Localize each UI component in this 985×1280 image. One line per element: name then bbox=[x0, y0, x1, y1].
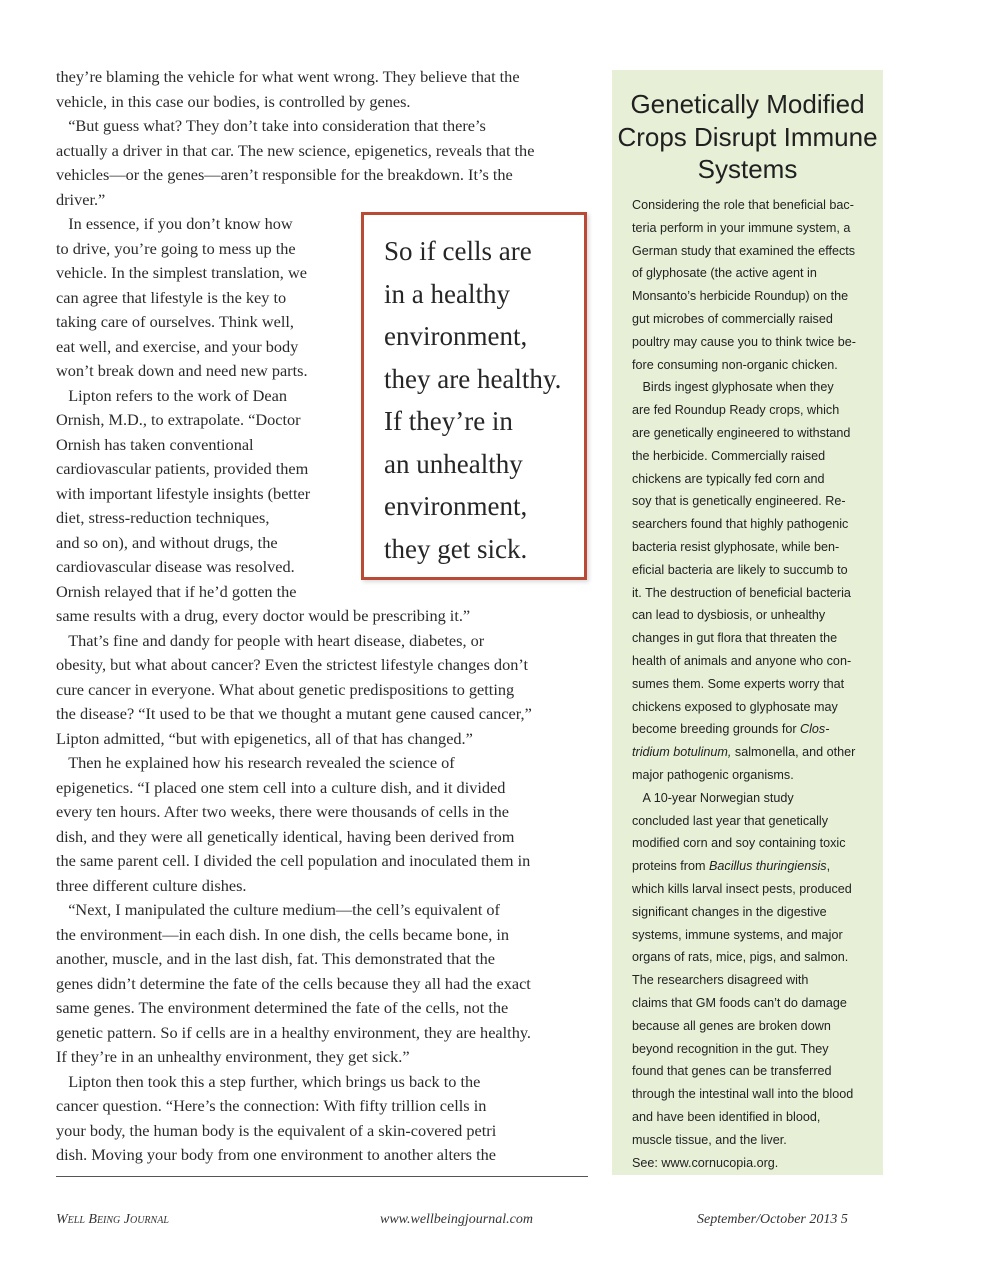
sidebar-text-line: are genetically engineered to withstand bbox=[632, 426, 851, 440]
pull-quote-line: So if cells are bbox=[384, 236, 532, 266]
body-text-line: and so on), and without drugs, the bbox=[56, 532, 278, 552]
sidebar-text-line: beyond recognition in the gut. They bbox=[632, 1041, 829, 1056]
sidebar-text-line: become breeding grounds for Clos- bbox=[632, 722, 830, 737]
body-text-line: cancer question. “Here’s the connection: With fifty trillion cells in bbox=[56, 1096, 487, 1115]
sidebar-title: Genetically Modified Crops Disrupt Immune Systems bbox=[617, 89, 878, 184]
sidebar-text-line: found that genes can be transferred bbox=[632, 1064, 832, 1079]
body-text-line: another, muscle, and in the last dish, fat. This demonstrated that the bbox=[56, 949, 495, 968]
pull-quote bbox=[361, 212, 587, 580]
body-text-line: Ornish relayed that if he’d gotten the bbox=[56, 581, 297, 601]
body-text-line: cardiovascular disease was resolved. bbox=[56, 557, 295, 576]
body-text-line: every ten hours. After two weeks, there were thousands of cells in the bbox=[56, 802, 510, 821]
sidebar-text-line: German study that examined the effects bbox=[632, 243, 856, 258]
body-text-line: can agree that lifestyle is the key to bbox=[56, 287, 287, 307]
sidebar-text-line: systems, immune systems, and major bbox=[632, 927, 843, 942]
body-text-line: cure cancer in everyone. What about genetic predispositions to getting bbox=[56, 679, 515, 699]
body-text-line: vehicle, in this case our bodies, is controlled by genes. bbox=[56, 91, 411, 111]
sidebar-text-line: See: www.cornucopia.org. bbox=[632, 1155, 779, 1170]
body-text-line: obesity, but what about cancer? Even the strictest lifestyle changes don’t bbox=[56, 655, 529, 674]
sidebar-text-line: which kills larval insect pests, produced bbox=[632, 882, 852, 896]
sidebar-text-line: it. The destruction of beneficial bacteria bbox=[632, 585, 851, 600]
body-text-line: genetic pattern. So if cells are in a healthy environment, they are healthy. bbox=[56, 1022, 531, 1042]
sidebar-text-line: soy that is genetically engineered. Re- bbox=[632, 494, 846, 509]
body-text-line: vehicles—or the genes—aren’t responsible for the breakdown. It’s the bbox=[56, 165, 513, 184]
pull-quote-line: they get sick. bbox=[384, 533, 528, 564]
sidebar bbox=[612, 70, 883, 1175]
pull-quote-line: in a healthy bbox=[384, 278, 510, 309]
body-text-line: to drive, you’re going to mess up the bbox=[56, 238, 296, 258]
body-text-line: genes didn’t determine the fate of the cells because they all had the exact bbox=[56, 973, 531, 993]
sidebar-text-line: the herbicide. Commercially raised bbox=[632, 448, 826, 463]
pull-quote-line: environment, bbox=[384, 491, 528, 521]
sidebar-text-line: fore consuming non-organic chicken. bbox=[632, 357, 838, 372]
sidebar-text-line: muscle tissue, and the liver. bbox=[632, 1132, 787, 1147]
body-text-line: Lipton then took this a step further, which brings us back to the bbox=[56, 1071, 481, 1091]
pull-quote-line: they are healthy. bbox=[384, 363, 562, 394]
sidebar-text-line: through the intestinal wall into the blood bbox=[632, 1087, 854, 1102]
body-text-line: dish, and they were all genetically identical, having been derived from bbox=[56, 826, 515, 846]
body-text-line: Ornish has taken conventional bbox=[56, 434, 254, 454]
sidebar-text-line: concluded last year that genetically bbox=[632, 813, 829, 828]
body-text-line: dish. Moving your body from one environment to another alters the bbox=[56, 1145, 496, 1164]
sidebar-text-line: because all genes are broken down bbox=[632, 1018, 831, 1033]
body-text-line: Lipton refers to the work of Dean bbox=[56, 385, 288, 405]
body-text-line: In essence, if you don’t know how bbox=[56, 214, 293, 233]
sidebar-text-line: significant changes in the digestive bbox=[632, 904, 827, 919]
sidebar-text-line: and have been identified in blood, bbox=[632, 1110, 821, 1124]
body-text-line: your body, the human body is the equivalent of a skin-covered petri bbox=[56, 1120, 497, 1140]
scientific-name: tridium botulinum, bbox=[632, 745, 732, 760]
sidebar-text-line: gut microbes of commercially raised bbox=[632, 312, 833, 326]
footer-url: www.wellbeingjournal.com bbox=[380, 1212, 533, 1227]
footer-journal-name: Well Being Journal bbox=[56, 1212, 169, 1227]
body-text-line: Ornish, M.D., to extrapolate. “Doctor bbox=[56, 410, 301, 429]
sidebar-text-line: proteins from Bacillus thuringiensis, bbox=[632, 859, 831, 874]
sidebar-text-line: sumes them. Some experts worry that bbox=[632, 676, 845, 691]
body-text-line: three different culture dishes. bbox=[56, 875, 247, 895]
body-text-line: vehicle. In the simplest translation, we bbox=[56, 263, 307, 282]
body-text-line: the environment—in each dish. In one dish, the cells became bone, in bbox=[56, 924, 510, 944]
sidebar-text-line: chickens are typically fed corn and bbox=[632, 471, 825, 486]
sidebar-text-line: Birds ingest glyphosate when they bbox=[632, 380, 834, 395]
sidebar-text-line: are fed Roundup Ready crops, which bbox=[632, 403, 840, 418]
body-text-line: same genes. The environment determined the fate of the cells, not the bbox=[56, 998, 509, 1017]
sidebar-text-line: changes in gut flora that threaten the bbox=[632, 631, 838, 646]
sidebar-text-line: bacteria resist glyphosate, while ben- bbox=[632, 540, 840, 554]
body-text-line: eat well, and exercise, and your body bbox=[56, 336, 299, 356]
body-text-line: diet, stress-reduction techniques, bbox=[56, 508, 270, 527]
sidebar-text-line: organs of rats, mice, pigs, and salmon. bbox=[632, 950, 849, 965]
sidebar-text-line: poultry may cause you to think twice be- bbox=[632, 334, 856, 349]
sidebar-text-line: eficial bacteria are likely to succumb to bbox=[632, 562, 848, 577]
pull-quote-line: environment, bbox=[384, 321, 528, 351]
pull-quote-line: an unhealthy bbox=[384, 448, 523, 479]
sidebar-text-line: chickens exposed to glyphosate may bbox=[632, 699, 838, 714]
body-text-line: with important lifestyle insights (better bbox=[56, 483, 311, 503]
sidebar-text-line: teria perform in your immune system, a bbox=[632, 220, 851, 235]
body-text-line: Then he explained how his research revealed the science of bbox=[56, 753, 455, 772]
sidebar-text-line: of glyphosate (the active agent in bbox=[632, 266, 817, 281]
body-text-line: taking care of ourselves. Think well, bbox=[56, 312, 294, 331]
body-text-line: That’s fine and dandy for people with heart disease, diabetes, or bbox=[56, 630, 485, 650]
pull-quote-line: If they’re in bbox=[384, 406, 513, 436]
body-text-line: Lipton admitted, “but with epigenetics, all of that has changed.” bbox=[56, 728, 473, 748]
body-text-line: actually a driver in that car. The new science, epigenetics, reveals that the bbox=[56, 140, 535, 160]
sidebar-text-line: modified corn and soy containing toxic bbox=[632, 836, 846, 851]
body-text-line: “But guess what? They don’t take into consideration that there’s bbox=[56, 116, 486, 135]
body-text-line: “Next, I manipulated the culture medium—the cell’s equivalent of bbox=[56, 900, 500, 919]
body-text-line: the same parent cell. I divided the cell population and inoculated them in bbox=[56, 851, 531, 870]
sidebar-text-line: A 10-year Norwegian study bbox=[632, 790, 794, 805]
scientific-name: Bacillus thuringiensis bbox=[709, 859, 827, 874]
scientific-name: Clos- bbox=[800, 722, 830, 737]
sidebar-text-line: claims that GM foods can’t do damage bbox=[632, 996, 847, 1010]
sidebar-text-line: tridium botulinum, salmonella, and other bbox=[632, 745, 856, 760]
sidebar-text-line: searchers found that highly pathogenic bbox=[632, 517, 849, 532]
body-text-line: they’re blaming the vehicle for what went wrong. They believe that the bbox=[56, 67, 520, 86]
sidebar-text-line: Monsanto’s herbicide Roundup) on the bbox=[632, 289, 849, 304]
sidebar-text-line: The researchers disagreed with bbox=[632, 973, 809, 988]
body-text-line: epigenetics. “I placed one stem cell into a culture dish, and it divided bbox=[56, 777, 506, 797]
sidebar-text-line: major pathogenic organisms. bbox=[632, 768, 794, 782]
body-text-line: the disease? “It used to be that we thought a mutant gene caused cancer,” bbox=[56, 704, 532, 723]
sidebar-text-line: Considering the role that beneficial bac- bbox=[632, 198, 854, 212]
body-text-line: If they’re in an unhealthy environment, they get sick.” bbox=[56, 1047, 410, 1066]
body-text-line: driver.” bbox=[56, 189, 106, 209]
sidebar-text-line: health of animals and anyone who con- bbox=[632, 654, 852, 668]
footer-date-page: September/October 2013 5 bbox=[697, 1212, 848, 1227]
sidebar-text-line: can lead to dysbiosis, or unhealthy bbox=[632, 608, 826, 623]
body-text-line: same results with a drug, every doctor would be prescribing it.” bbox=[56, 606, 471, 625]
footer-rule bbox=[56, 1176, 588, 1177]
body-text-line: won’t break down and need new parts. bbox=[56, 361, 308, 380]
body-text-line: cardiovascular patients, provided them bbox=[56, 459, 309, 478]
